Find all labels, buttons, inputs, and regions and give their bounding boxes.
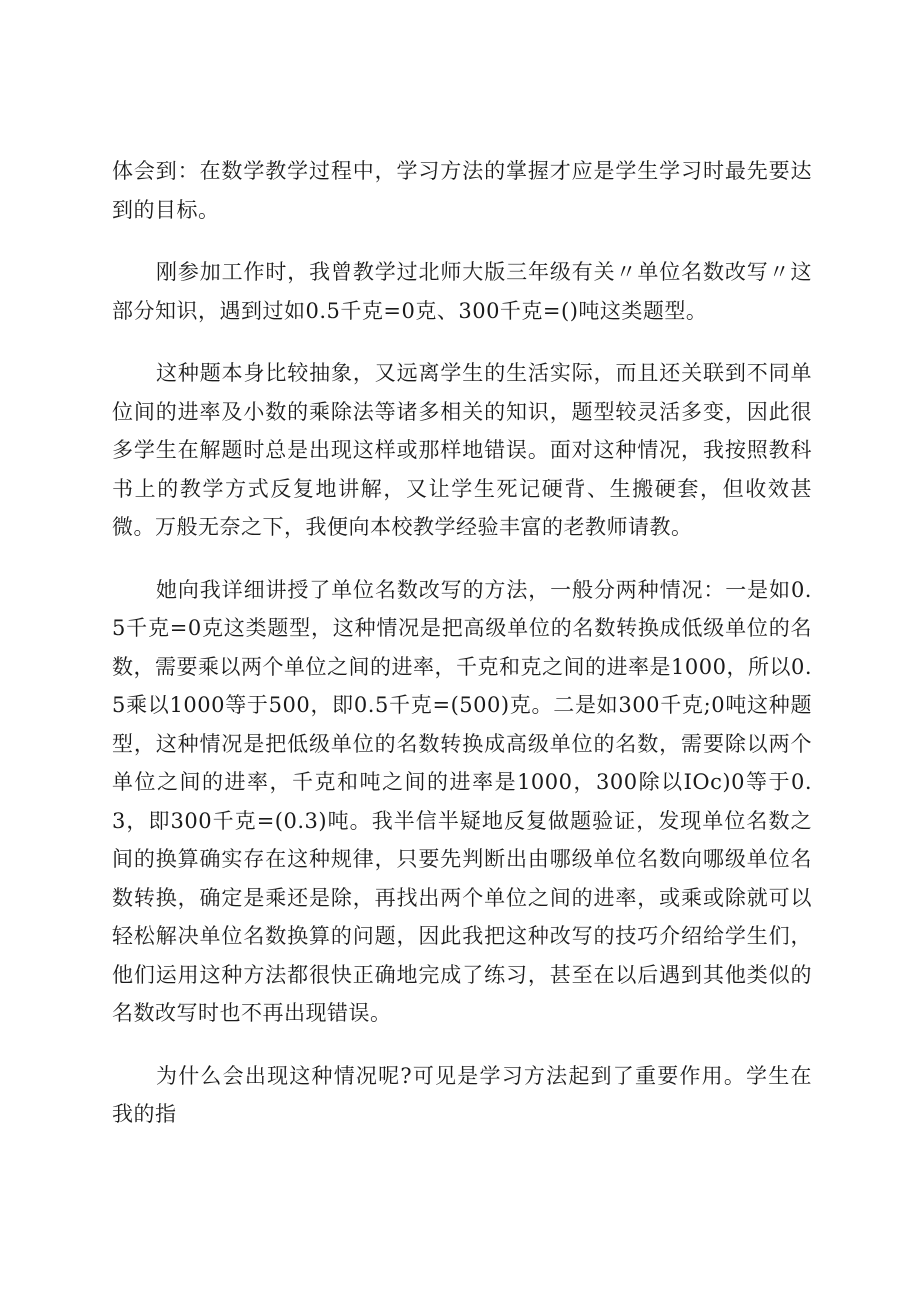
paragraph-2: 刚参加工作时，我曾教学过北师大版三年级有关〃单位名数改写〃这部分知识，遇到过如0.5千克=0克、300千克=()吨这类题型。 — [112, 260, 812, 323]
document-body — [112, 152, 812, 1134]
paragraph-1: 体会到：在数学教学过程中，学习方法的掌握才应是学生学习时最先要达到的目标。 — [112, 159, 812, 222]
paragraph-5: 为什么会出现这种情况呢?可见是学习方法起到了重要作用。学生在我的指 — [112, 1063, 812, 1126]
paragraph-4: 她向我详细讲授了单位名数改写的方法，一般分两种情况：一是如0.5千克=0克这类题型，这种情况是把高级单位的名数转换成低级单位的名数，需要乘以两个单位之间的进率，千克和克之间的进率是1000，所以0.5乘以1000等于500，即0.5千克=(500)克。二是如300千克;0吨这种题型，这种情况是把低级单位的名数转换成高级单位的名数，需要除以两个单位之间的进率，千克和吨之间的进率是1000，300除以IOc)0等于0.3，即300千克=(0.3)吨。我半信半疑地反复做题验证，发现单位名数之间的换算确实存在这种规律，只要先判断出由哪级单位名数向哪级单位名数转换，确定是乘还是除，再找出两个单位之间的进率，或乘或除就可以轻松解决单位名数换算的问题，因此我把这种改写的技巧介绍给学生们，他们运用这种方法都很快正确地完成了练习，甚至在以后遇到其他类似的名数改写时也不再出现错误。 — [112, 577, 812, 1025]
paragraph-3: 这种题本身比较抽象，又远离学生的生活实际，而且还关联到不同单位间的进率及小数的乘除法等诸多相关的知识，题型较灵活多变，因此很多学生在解题时总是出现这样或那样地错误。面对这种情况，我按照教科书上的教学方式反复地讲解，又让学生死记硬背、生搬硬套，但收效甚微。万般无奈之下，我便向本校教学经验丰富的老教师请教。 — [112, 361, 812, 539]
